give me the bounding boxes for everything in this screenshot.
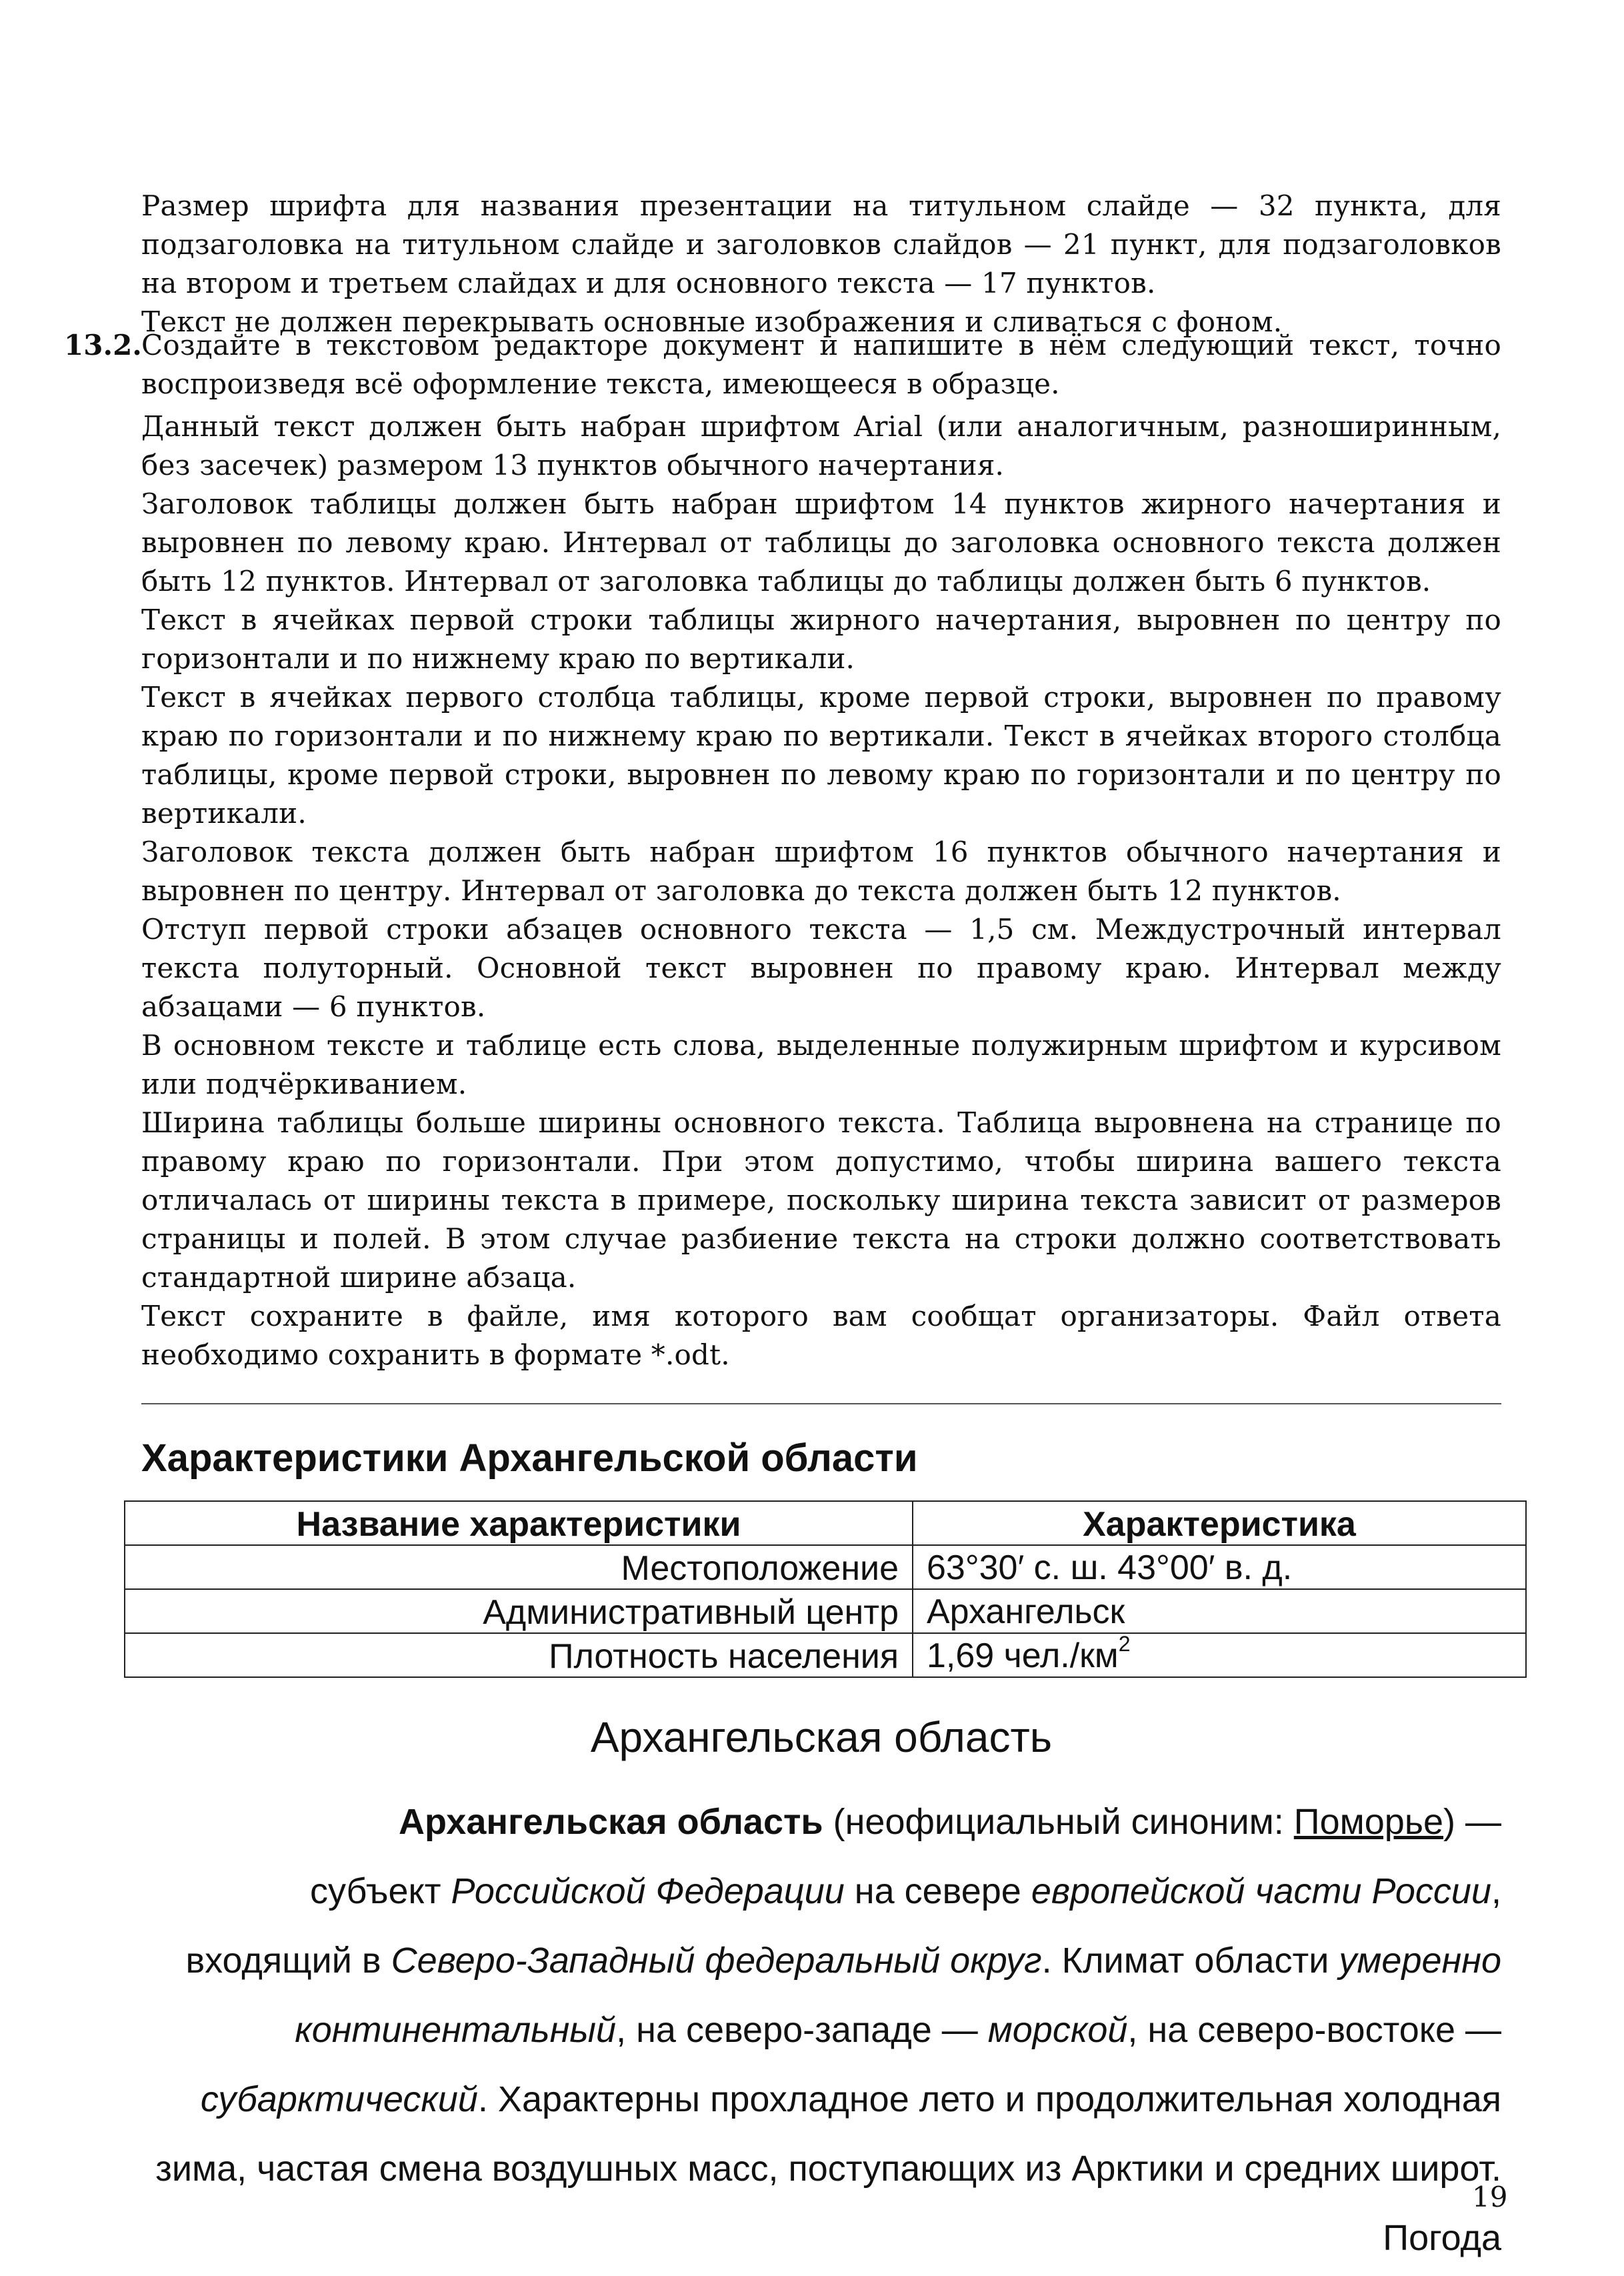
table-cell: Архангельск	[913, 1589, 1526, 1633]
table-cell: 63°30′ с. ш. 43°00′ в. д.	[913, 1545, 1526, 1589]
task-paragraph: Заголовок таблицы должен быть набран шрифтом 14 пунктов жирного начертания и выровнен по левому краю. Интервал от таблицы до заголовка основного текста должен быть 12 пунктов. Интервал от заголовка таблицы до таблицы должен быть 6 пунктов.	[141, 487, 1501, 598]
table-cell: Местоположение	[125, 1545, 913, 1589]
text-run: , на северо-западе —	[616, 2010, 988, 2050]
table-header-cell: Название характеристики	[125, 1501, 913, 1545]
task-block	[141, 326, 1501, 1374]
italic-term: Российской Федерации	[451, 1871, 845, 1911]
task-paragraph: Заголовок текста должен быть набран шрифтом 16 пунктов обычного начертания и выровнен по центру. Интервал от заголовка до текста должен быть 12 пунктов.	[141, 836, 1501, 907]
table-row	[125, 1545, 1526, 1589]
table-header-cell: Характеристика	[913, 1501, 1526, 1545]
task-paragraph: В основном тексте и таблице есть слова, выделенные полужирным шрифтом и курсивом или подчёркиванием.	[141, 1029, 1501, 1100]
page-number: 19	[1472, 2181, 1508, 2213]
density-value: 1,69 чел./км	[927, 1636, 1119, 1675]
characteristics-table	[124, 1500, 1527, 1678]
task-paragraph: Создайте в текстовом редакторе документ и напишите в нём следующий текст, точно воспроизведя всё оформление текста, имеющееся в образце.	[141, 329, 1501, 400]
text-run: . Климат области	[1041, 1941, 1339, 1981]
text-run: на севере	[844, 1871, 1031, 1911]
table-row	[125, 1633, 1526, 1677]
table-cell: Плотность населения	[125, 1633, 913, 1677]
table-title: Характеристики Архангельской области	[141, 1436, 918, 1480]
bold-term: Архангельская область	[399, 1802, 823, 1842]
italic-term: морской	[987, 2010, 1128, 2050]
task-paragraph: Ширина таблицы больше ширины основного текста. Таблица выровнена на странице по правому краю по горизонтали. При этом допустимо, чтобы ширина вашего текста отличалась от ширины текста в примере, поскольку ширина текста зависит от размеров страницы и полей. В этом случае разбиение текста на строки должно соответствовать стандартной ширине абзаца.	[141, 1106, 1501, 1294]
divider	[141, 1403, 1501, 1404]
task-number: 13.2.	[64, 329, 142, 361]
intro-paragraph: Текст не должен перекрывать основные изображения и сливаться с фоном.	[141, 305, 1283, 338]
text-run: (неофициальный синоним:	[823, 1802, 1294, 1842]
task-paragraph: Текст в ячейках первого столбца таблицы, кроме первой строки, выровнен по правому краю по горизонтали и по нижнему краю по вертикали. Текст в ячейках второго столбца таблицы, кроме первой строки, выровнен по левому краю по горизонтали и по центру по вертикали.	[141, 681, 1501, 830]
main-text	[141, 1787, 1501, 2273]
task-paragraph: Текст сохраните в файле, имя которого вам сообщат организаторы. Файл ответа необходимо сохранить в формате *.odt.	[141, 1300, 1501, 1371]
text-run: , на северо-востоке —	[1127, 2010, 1501, 2050]
task-paragraph: Отступ первой строки абзацев основного текста — 1,5 см. Междустрочный интервал текста полуторный. Основной текст выровнен по правому краю. Интервал между абзацами — 6 пунктов.	[141, 913, 1501, 1023]
text-run: ) — субъект	[309, 1802, 1501, 1911]
text-heading: Архангельская область	[590, 1713, 1053, 1761]
task-paragraph: Текст в ячейках первой строки таблицы жирного начертания, выровнен по центру по горизонтали и по нижнему краю по вертикали.	[141, 604, 1501, 675]
italic-term: субарктический	[200, 2079, 478, 2119]
density-superscript: 2	[1118, 1632, 1131, 1656]
intro-paragraph: Размер шрифта для названия презентации на титульном слайде — 32 пункта, для подзаголовка на титульном слайде и заголовков слайдов — 21 пункт, для подзаголовков на втором и третьем слайдах и для основного текста — 17 пунктов.	[141, 189, 1501, 299]
task-paragraph: Данный текст должен быть набран шрифтом Arial (или аналогичным, разноширинным, без засечек) размером 13 пунктов обычного начертания.	[141, 410, 1501, 481]
italic-term: европейской части России	[1031, 1871, 1491, 1911]
underlined-term: Поморье	[1293, 1802, 1443, 1842]
table-cell	[913, 1633, 1526, 1677]
table-header-row	[125, 1501, 1526, 1545]
text-run: , входящий в	[185, 1871, 1501, 1981]
italic-term: умеренно континентальный	[295, 1941, 1501, 2050]
table-cell: Административный центр	[125, 1589, 913, 1633]
intro-block	[141, 187, 1501, 341]
text-run: . Характерны прохладное лето и продолжительная холодная зима, частая смена воздушных масс, поступающих из Арктики и средних широт. Погода	[155, 2079, 1501, 2258]
table-row	[125, 1589, 1526, 1633]
italic-term: Северо-Западный федеральный округ	[391, 1941, 1042, 1981]
